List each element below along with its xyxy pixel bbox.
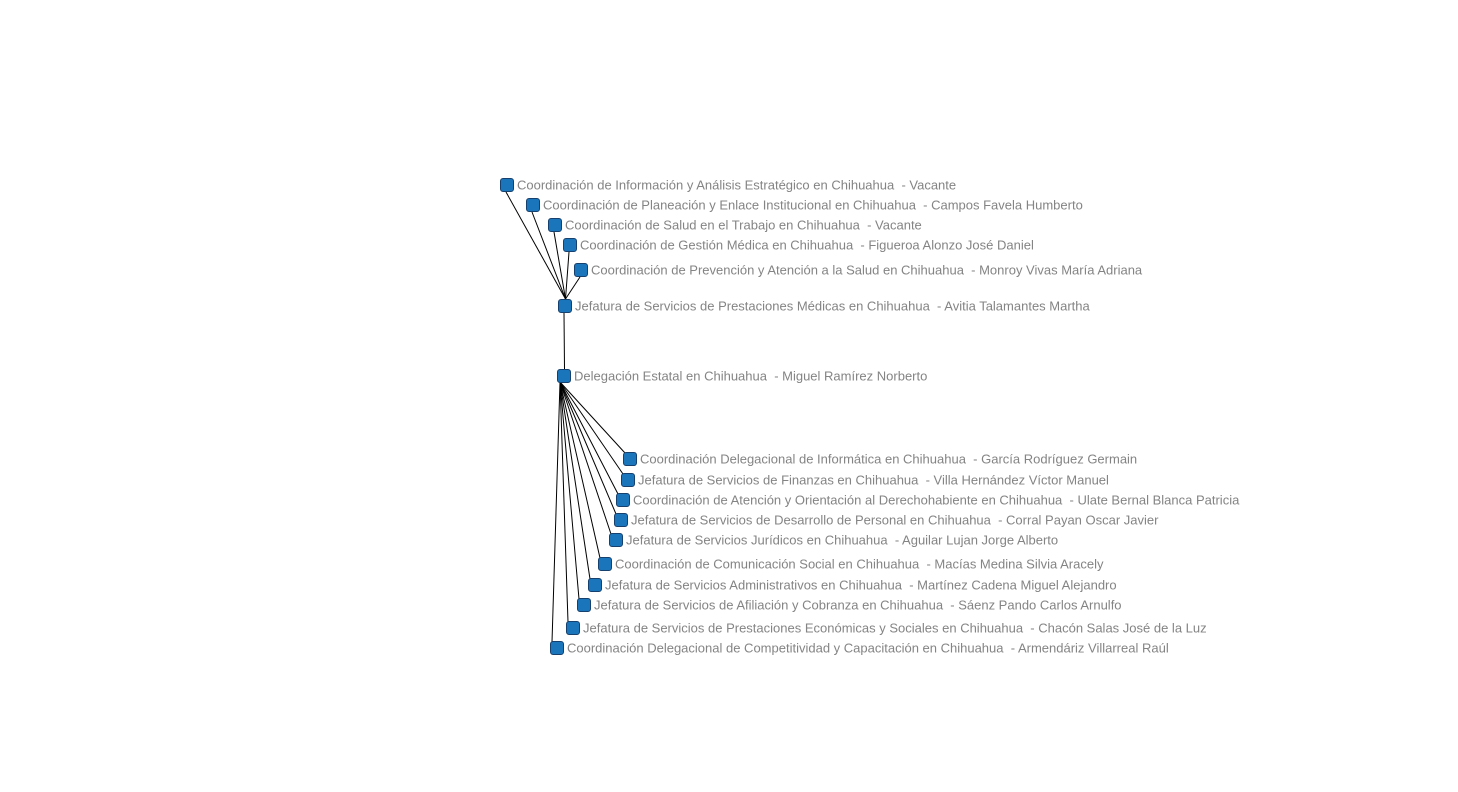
org-edge xyxy=(560,382,623,474)
org-node-label: Coordinación de Comunicación Social en Chihuahua - Macías Medina Silvia Aracely xyxy=(615,556,1104,572)
org-node-jef-finanzas[interactable] xyxy=(621,473,635,487)
org-node-jef-desarrollo-personal[interactable] xyxy=(614,513,628,527)
org-node-label: Coordinación Delegacional de Informática en Chihuahua - García Rodríguez Germain xyxy=(640,451,1138,467)
org-node-label: Jefatura de Servicios de Afiliación y Cobranza en Chihuahua - Sáenz Pando Carlos Arnulfo xyxy=(594,597,1122,613)
org-edge xyxy=(566,252,570,299)
org-node-coord-delegacional-competitividad[interactable] xyxy=(550,641,564,655)
org-node-coord-prevencion-atencion-salud[interactable] xyxy=(574,263,588,277)
org-node-jef-juridicos[interactable] xyxy=(609,533,623,547)
org-node-label: Coordinación de Información y Análisis Estratégico en Chihuahua - Vacante xyxy=(517,177,957,193)
org-edge xyxy=(560,382,611,534)
org-node-label: Jefatura de Servicios de Prestaciones Económicas y Sociales en Chihuahua - Chacón Salas José de la Luz xyxy=(583,620,1207,636)
org-node-label: Delegación Estatal en Chihuahua - Miguel Ramírez Norberto xyxy=(574,368,928,384)
org-node-label: Coordinación de Prevención y Atención a la Salud en Chihuahua - Monroy Vivas María Adriana xyxy=(591,262,1143,278)
org-edge xyxy=(566,277,581,299)
org-node-coord-comunicacion-social[interactable] xyxy=(598,557,612,571)
org-edge xyxy=(560,382,625,453)
org-node-jef-administrativos[interactable] xyxy=(588,578,602,592)
org-node-label: Jefatura de Servicios Jurídicos en Chihuahua - Aguilar Lujan Jorge Alberto xyxy=(626,532,1059,548)
org-node-jef-prestaciones-economicas-sociales[interactable] xyxy=(566,621,580,635)
org-node-coord-atencion-orientacion-derechohabiente[interactable] xyxy=(616,493,630,507)
org-node-label: Jefatura de Servicios de Finanzas en Chihuahua - Villa Hernández Víctor Manuel xyxy=(638,472,1109,488)
org-node-jef-prestaciones-medicas[interactable] xyxy=(558,299,572,313)
org-edge xyxy=(564,313,565,369)
org-node-label: Coordinación de Planeación y Enlace Institucional en Chihuahua - Campos Favela Humberto xyxy=(543,197,1083,213)
org-node-jef-afiliacion-cobranza[interactable] xyxy=(577,598,591,612)
org-node-label: Coordinación de Gestión Médica en Chihuahua - Figueroa Alonzo José Daniel xyxy=(580,237,1034,253)
org-node-label: Jefatura de Servicios de Prestaciones Médicas en Chihuahua - Avitia Talamantes Martha xyxy=(575,298,1090,314)
org-edge xyxy=(560,382,568,622)
org-node-label: Coordinación de Atención y Orientación al Derechohabiente en Chihuahua - Ulate Bernal Blanca Patricia xyxy=(633,492,1240,508)
org-node-label: Coordinación Delegacional de Competitividad y Capacitación en Chihuahua - Armendáriz Villarreal Raúl xyxy=(567,640,1169,656)
org-node-coord-planeacion-enlace[interactable] xyxy=(526,198,540,212)
org-node-label: Jefatura de Servicios Administrativos en Chihuahua - Martínez Cadena Miguel Alejandro xyxy=(605,577,1117,593)
org-node-coord-gestion-medica[interactable] xyxy=(563,238,577,252)
org-node-coord-salud-trabajo[interactable] xyxy=(548,218,562,232)
org-node-label: Jefatura de Servicios de Desarrollo de Personal en Chihuahua - Corral Payan Oscar Javier xyxy=(631,512,1159,528)
org-edge xyxy=(552,382,560,642)
org-node-label: Coordinación de Salud en el Trabajo en Chihuahua - Vacante xyxy=(565,217,922,233)
org-node-coord-delegacional-informatica[interactable] xyxy=(623,452,637,466)
org-edge xyxy=(560,382,616,514)
org-node-coord-informacion-analisis[interactable] xyxy=(500,178,514,192)
org-edge xyxy=(560,382,600,558)
org-node-delegacion-estatal[interactable] xyxy=(557,369,571,383)
